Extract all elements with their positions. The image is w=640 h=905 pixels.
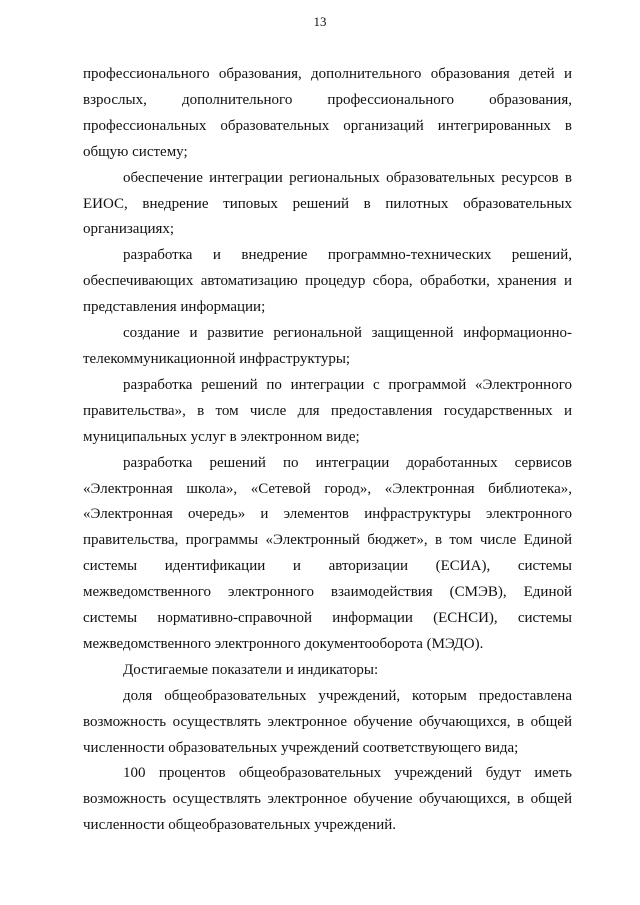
paragraph-secure-infrastructure: создание и развитие региональной защищенной информационно-телекоммуникационной инфраструктуры;	[83, 325, 572, 367]
paragraph-services-integration: разработка решений по интеграции доработанных сервисов «Электронная школа», «Сетевой город», «Электронная библиотека», «Электронная очередь» и элементов инфраструктуры электронного правительства, программы «Электронный бюджет», в том числе Единой системы идентификации и авторизации (ЕСИА), системы межведомственного электронного взаимодействия (СМЭВ), Единой системы нормативно-справочной информации (ЕСНСИ), системы межведомственного электронного документооборота (МЭДО).	[83, 454, 572, 652]
paragraph-eios-integration: обеспечение интеграции региональных образовательных ресурсов в ЕИОС, внедрение типовых решений в пилотных образовательных организациях;	[83, 169, 572, 238]
paragraph-software-solutions: разработка и внедрение программно-технических решений, обеспечивающих автоматизацию процедур сбора, обработки, хранения и представления информации;	[83, 247, 572, 316]
document-body	[83, 62, 572, 839]
paragraph-indicators-heading: Достигаемые показатели и индикаторы:	[123, 661, 379, 678]
paragraph-e-government: разработка решений по интеграции с программой «Электронного правительства», в том числе для предоставления государственных и муниципальных услуг в электронном виде;	[83, 376, 572, 445]
paragraph-indicator-target: 100 процентов общеобразовательных учреждений будут иметь возможность осуществлять электронное обучение обучающихся, в общей численности общеобразовательных учреждений.	[83, 765, 572, 834]
page-number: 13	[313, 14, 327, 29]
paragraph-indicator-share: доля общеобразовательных учреждений, которым предоставлена возможность осуществлять электронное обучение обучающихся, в общей численности образовательных учреждений соответствующего вида;	[83, 687, 572, 756]
paragraph-continuation: профессионального образования, дополнительного образования детей и взрослых, дополнительного профессионального образования, профессиональных образовательных организаций интегрированных в общую систему;	[83, 66, 572, 160]
